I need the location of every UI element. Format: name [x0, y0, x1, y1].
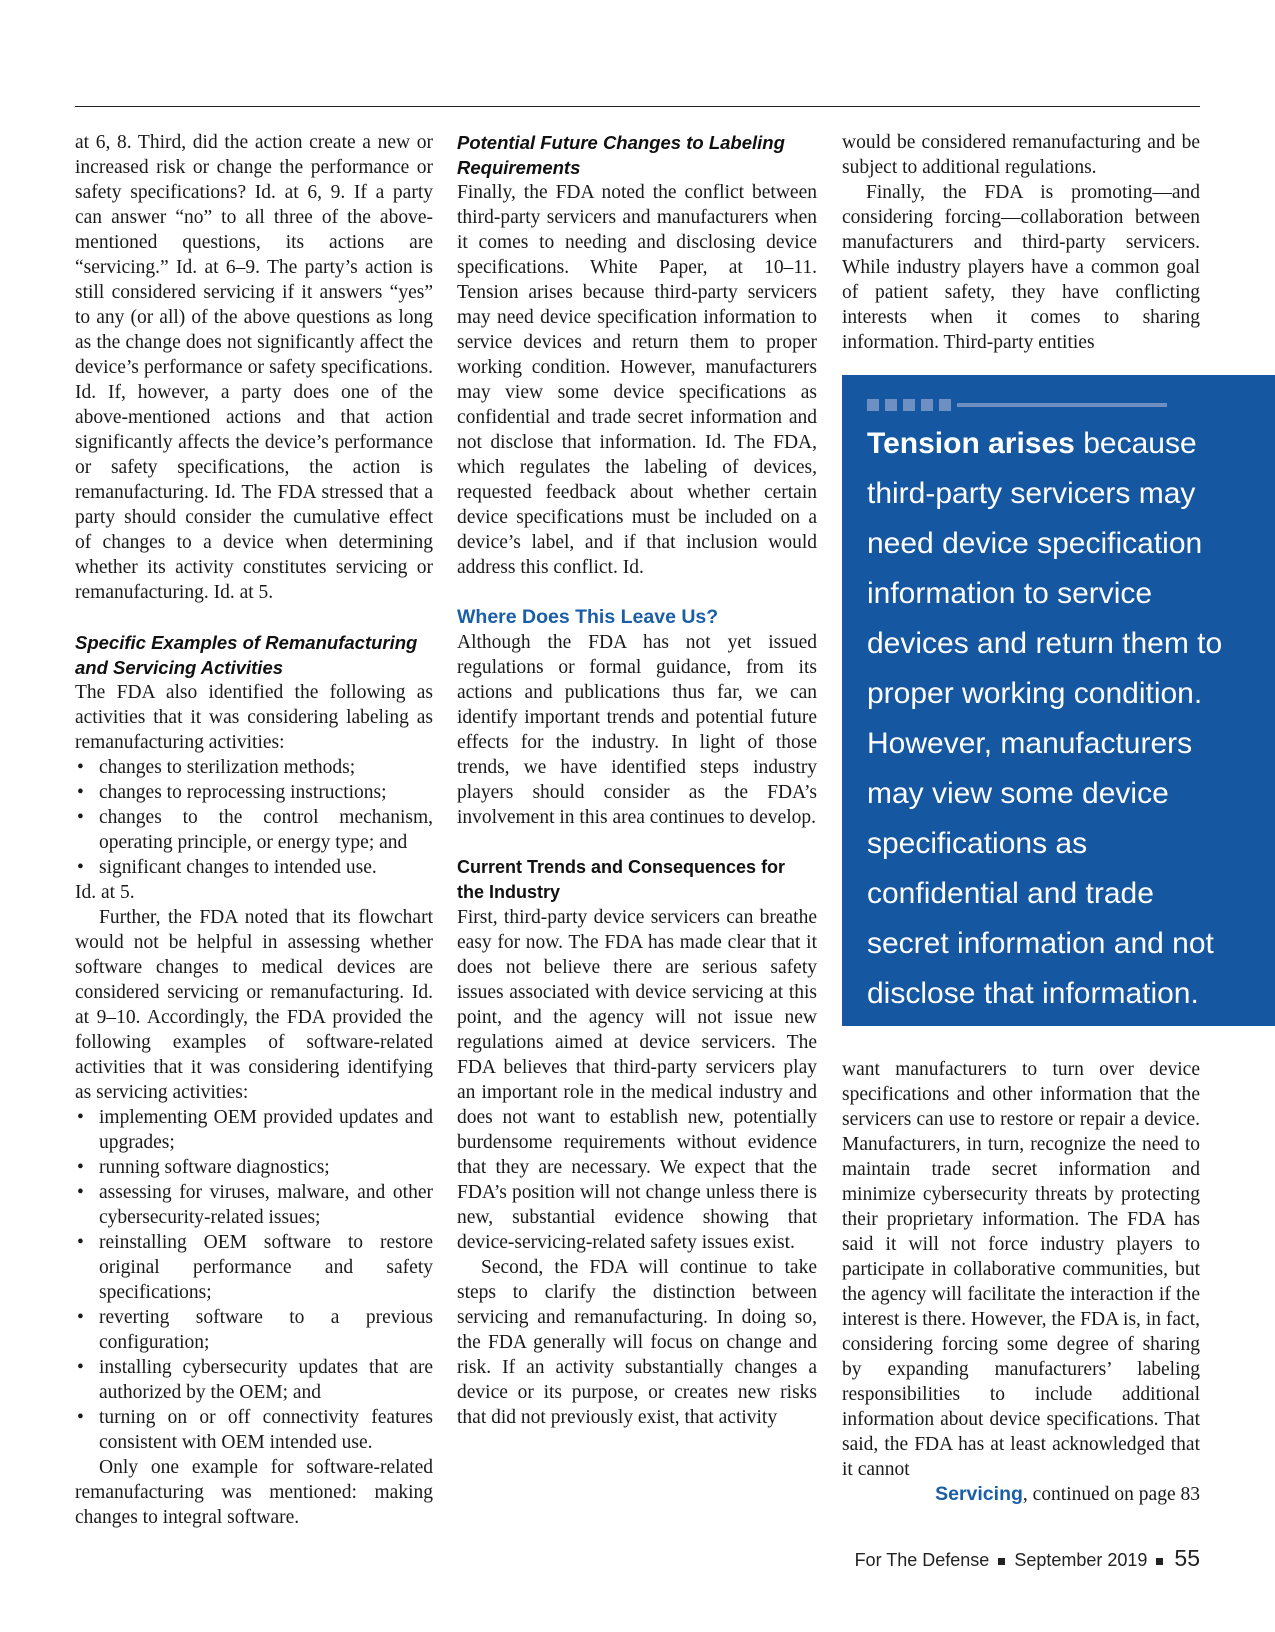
column-3-top — [842, 130, 1200, 355]
pull-quote-lead: Tension arises — [867, 427, 1075, 460]
servicing-list — [75, 1105, 433, 1455]
paragraph: Finally, the FDA noted the conflict between third-party servicers and manufacturers when it comes to needing and disclosing device specifications. White Paper, at 10–11. Tension arises because third-party servicers may need device specification information to service devices and return them to proper working condition. However, manufacturers may view some device specifications as confidential and trade secret information and not disclose that information. Id. The FDA, which regulates the labeling of devices, requested feedback about whether certain device specifications must be included on a device’s label, and if that inclusion would address this conflict. Id. — [457, 182, 817, 578]
paragraph: Finally, the FDA is promoting—and considering forcing—collaboration between manufacturers and third-party servicers. While industry players have a common goal of patient safety, they have conflicting interests when it comes to sharing information. Third-party entities — [842, 182, 1200, 353]
paragraph: Second, the FDA will continue to take steps to clarify the distinction between servicing and remanufacturing. In doing so, the FDA generally will focus on change and risk. If an activity substantially changes a device or its purpose, or creates new risks that did not previously exist, that activity — [457, 1257, 817, 1428]
publication-name: For The Defense — [854, 1550, 990, 1570]
list-item: • changes to sterilization methods; — [75, 755, 433, 780]
separator-square-icon — [998, 1558, 1005, 1565]
pull-quote-decoration — [867, 401, 1167, 409]
paragraph: want manufacturers to turn over device specifications and other information that the servicers can use to restore or repair a device. Manufacturers, in turn, recognize the need to maintain trade secret information and minimize cybersecurity threats by protecting their proprietary information. The FDA has said it will not force industry players to participate in collaborative communities, but the agency will facilitate the interaction if the interest is there. However, the FDA is, in fact, considering forcing some degree of sharing by expanding manufacturers’ labeling responsibilities to include additional information about device specifications. That said, the FDA has at least acknowledged that it cannot — [842, 1059, 1200, 1480]
continued-line — [842, 1482, 1200, 1507]
list-item: • changes to the control mechanism, operating principle, or energy type; and — [75, 805, 433, 855]
list-item: • changes to reprocessing instructions; — [75, 780, 433, 805]
page-footer — [855, 1545, 1200, 1572]
paragraph: Only one example for software-related remanufacturing was mentioned: making changes to integral software. — [75, 1457, 433, 1528]
section-heading: Current Trends and Consequences for the Industry — [457, 857, 786, 902]
list-item: • reverting software to a previous configuration; — [75, 1305, 433, 1355]
list-item: • turning on or off connectivity features consistent with OEM intended use. — [75, 1405, 433, 1455]
column-2 — [457, 130, 817, 1430]
paragraph: First, third-party device servicers can breathe easy for now. The FDA has made clear that it does not believe there are serious safety issues associated with device servicing at this point, and the agency will not issue new regulations aimed at device servicers. The FDA believes that third-party servicers play an important role in the medical industry and does not want to establish new, potentially burdensome requirements without evidence that they are necessary. We expect that the FDA’s position will not change unless there is new, substantial evidence showing that device-servicing-related safety issues exist. — [457, 907, 817, 1253]
section-heading: Where Does This Leave Us? — [457, 606, 719, 628]
continued-text: , continued on page 83 — [1022, 1484, 1200, 1505]
column-3-bottom — [842, 1057, 1200, 1507]
paragraph: would be considered remanufacturing and be subject to additional regulations. — [842, 132, 1200, 178]
paragraph: Further, the FDA noted that its flowchart would not be helpful in assessing whether software changes to medical devices are considered servicing or remanufacturing. Id. at 9–10. Accordingly, the FDA provided the following examples of software-related activities that it was considering identifying as servicing activities: — [75, 907, 433, 1103]
citation: Id. at 5. — [75, 882, 135, 903]
section-heading: Specific Examples of Remanufacturing and Servicing Activities — [75, 632, 418, 678]
list-item: • assessing for viruses, malware, and other cybersecurity-related issues; — [75, 1180, 433, 1230]
issue-date: September 2019 — [1014, 1550, 1148, 1570]
continued-keyword: Servicing — [935, 1483, 1023, 1505]
top-rule — [75, 106, 1200, 107]
list-item: • significant changes to intended use. — [75, 855, 433, 880]
remanufacturing-list — [75, 755, 433, 880]
paragraph: The FDA also identified the following as activities that it was considering labeling as remanufacturing activities: — [75, 682, 433, 753]
column-1 — [75, 130, 433, 1530]
separator-square-icon — [1156, 1558, 1163, 1565]
pull-quote-text — [867, 419, 1227, 1019]
paragraph: at 6, 8. Third, did the action create a new or increased risk or change the performance or safety specifications? Id. at 6, 9. If a party can answer “no” to all three of the above-mentioned questions, its actions are “servicing.” Id. at 6–9. The party’s action is still considered servicing if it answers “yes” to any (or all) of the above questions as long as the change does not significantly affect the device’s performance or safety specifications. Id. If, however, a party does one of the above-mentioned actions and that action significantly affects the device’s performance or safety specifications, the action is remanufacturing. Id. The FDA stressed that a party should consider the cumulative effect of changes to a device when determining whether its activity constitutes servicing or remanufacturing. Id. at 5. — [75, 132, 433, 603]
list-item: • implementing OEM provided updates and upgrades; — [75, 1105, 433, 1155]
pull-quote-body: because third-party servicers may need device specification information to service devices and return them to proper working condition. However, manufacturers may view some device specifications as confidential and trade secret information and not disclose that information. — [867, 427, 1223, 1010]
pull-quote-box — [842, 375, 1275, 1026]
paragraph: Although the FDA has not yet issued regulations or formal guidance, from its actions and publications thus far, we can identify important trends and potential future effects for the industry. In light of those trends, we have identified steps industry players should consider as the FDA’s involvement in this area continues to develop. — [457, 632, 817, 828]
list-item: • running software diagnostics; — [75, 1155, 433, 1180]
list-item: • reinstalling OEM software to restore original performance and safety specifications; — [75, 1230, 433, 1305]
list-item: • installing cybersecurity updates that are authorized by the OEM; and — [75, 1355, 433, 1405]
section-heading: Potential Future Changes to Labeling Requirements — [457, 132, 785, 178]
page-number: 55 — [1174, 1545, 1200, 1571]
